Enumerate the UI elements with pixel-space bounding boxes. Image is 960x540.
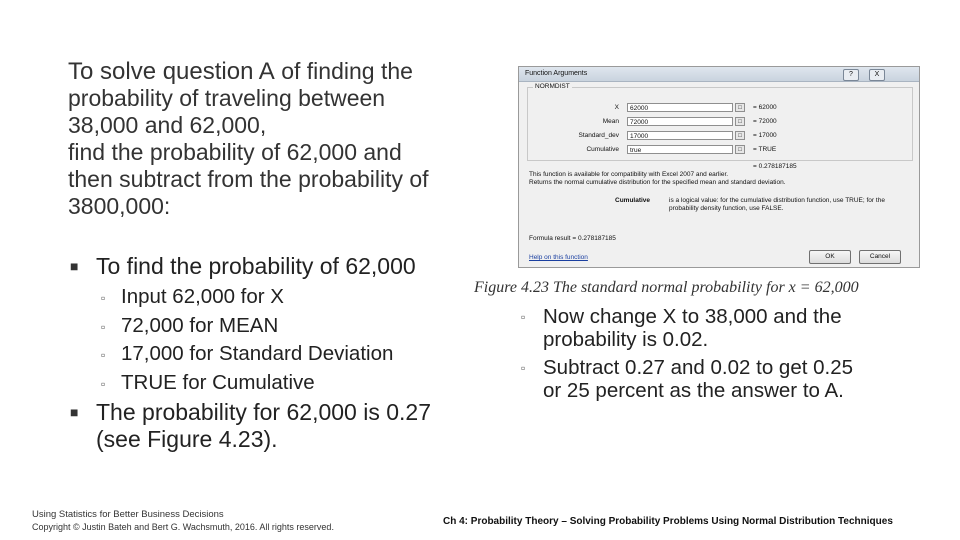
range-select-icon[interactable]: □ xyxy=(735,103,745,112)
arg-label-cumulative: Cumulative xyxy=(586,146,619,153)
right-bullet-2 xyxy=(521,356,854,402)
function-name: NORMDIST xyxy=(535,83,570,90)
arg-input-cumulative[interactable]: true xyxy=(627,145,733,154)
sub-bullet-3 xyxy=(101,340,394,368)
hollow-square-bullet-icon: ▫ xyxy=(521,361,526,375)
bullet-main-1 xyxy=(70,253,416,280)
sub-bullet-1 xyxy=(101,283,284,311)
sub-bullet-1-text: Input 62,000 for X xyxy=(121,285,284,308)
bullet-main-1-text: To find the probability of 62,000 xyxy=(96,253,416,279)
formula-result: Formula result = 0.278187185 xyxy=(529,235,616,242)
arg-result-stddev: = 17000 xyxy=(753,132,777,139)
right-bullet-2-line-2: or 25 percent as the answer to A. xyxy=(543,379,844,402)
intro-line-1 xyxy=(68,58,468,85)
arg-result-x: = 62000 xyxy=(753,104,777,111)
arg-result-cumulative: = TRUE xyxy=(753,146,777,153)
function-result-value: = 0.278187185 xyxy=(753,163,797,170)
arg-label-mean: Mean xyxy=(602,118,619,125)
bullet-main-2-line-1: The probability for 62,000 is 0.27 xyxy=(96,399,431,425)
sub-bullet-2-text: 72,000 for MEAN xyxy=(121,314,279,337)
intro-line-1a: To solve question A xyxy=(68,58,275,85)
right-bullet-1-line-2: probability is 0.02. xyxy=(543,328,709,351)
hollow-square-bullet-icon: ▫ xyxy=(101,320,106,334)
intro-line-6: 3800,000: xyxy=(68,193,171,219)
arg-input-stddev[interactable]: 17000 xyxy=(627,131,733,140)
intro-line-1b: of finding the xyxy=(274,58,413,84)
hollow-square-bullet-icon: ▫ xyxy=(521,310,526,324)
bullet-main-2-line-2: (see Figure 4.23). xyxy=(96,426,278,452)
intro-line-5: then subtract from the probability of xyxy=(68,166,429,192)
function-arguments-dialog xyxy=(518,66,920,268)
intro-line-3: 38,000 and 62,000, xyxy=(68,112,267,138)
sub-bullet-3-text: 17,000 for Standard Deviation xyxy=(121,342,394,365)
hollow-square-bullet-icon: ▫ xyxy=(101,348,106,362)
footer-copyright: Copyright © Justin Bateh and Bert G. Wachsmuth, 2016. All rights reserved. xyxy=(32,522,334,532)
hollow-square-bullet-icon: ▫ xyxy=(101,291,106,305)
arg-result-mean: = 72000 xyxy=(753,118,777,125)
arg-label-stddev: Standard_dev xyxy=(578,132,619,139)
cumulative-help-label: Cumulative xyxy=(615,197,651,204)
arg-input-mean[interactable]: 72000 xyxy=(627,117,733,126)
footer-book-title: Using Statistics for Better Business Decisions xyxy=(32,509,224,520)
bullet-main-2 xyxy=(70,399,431,453)
range-select-icon[interactable]: □ xyxy=(735,145,745,154)
intro-line-4: find the probability of 62,000 and xyxy=(68,139,402,165)
dialog-title: Function Arguments xyxy=(525,70,588,77)
range-select-icon[interactable]: □ xyxy=(735,131,745,140)
dialog-description-1: This function is available for compatibility with Excel 2007 and earlier. xyxy=(529,171,729,178)
sub-bullet-4 xyxy=(101,369,315,397)
hollow-square-bullet-icon: ▫ xyxy=(101,377,106,391)
arg-label-x: X xyxy=(614,104,619,111)
help-link[interactable]: Help on this function xyxy=(529,254,588,261)
right-bullet-2-line-1: Subtract 0.27 and 0.02 to get 0.25 xyxy=(543,356,854,379)
sub-bullet-4-text: TRUE for Cumulative xyxy=(121,371,315,394)
intro-line-2: probability of traveling between xyxy=(68,85,386,111)
dialog-help-button[interactable]: ? xyxy=(843,69,859,81)
cancel-button[interactable]: Cancel xyxy=(859,250,901,264)
sub-bullet-2 xyxy=(101,312,279,340)
dialog-description-2: Returns the normal cumulative distribution for the specified mean and standard deviation. xyxy=(529,179,786,186)
right-bullet-1 xyxy=(521,305,842,351)
cumulative-help-text: is a logical value: for the cumulative distribution function, use TRUE; for the probability density function, use FALSE. xyxy=(669,197,885,212)
footer-chapter: Ch 4: Probability Theory – Solving Probability Problems Using Normal Distribution Techniques xyxy=(443,516,893,527)
dialog-close-button[interactable]: X xyxy=(869,69,885,81)
square-bullet-icon: ■ xyxy=(70,404,79,420)
figure-caption: Figure 4.23 The standard normal probability for x = 62,000 xyxy=(474,279,859,296)
right-bullet-1-line-1: Now change X to 38,000 and the xyxy=(543,305,842,328)
intro-text xyxy=(68,58,468,220)
dialog-titlebar xyxy=(519,67,919,82)
range-select-icon[interactable]: □ xyxy=(735,117,745,126)
square-bullet-icon: ■ xyxy=(70,258,79,274)
footer-left xyxy=(32,509,334,533)
ok-button[interactable]: OK xyxy=(809,250,851,264)
arg-input-x[interactable]: 62000 xyxy=(627,103,733,112)
